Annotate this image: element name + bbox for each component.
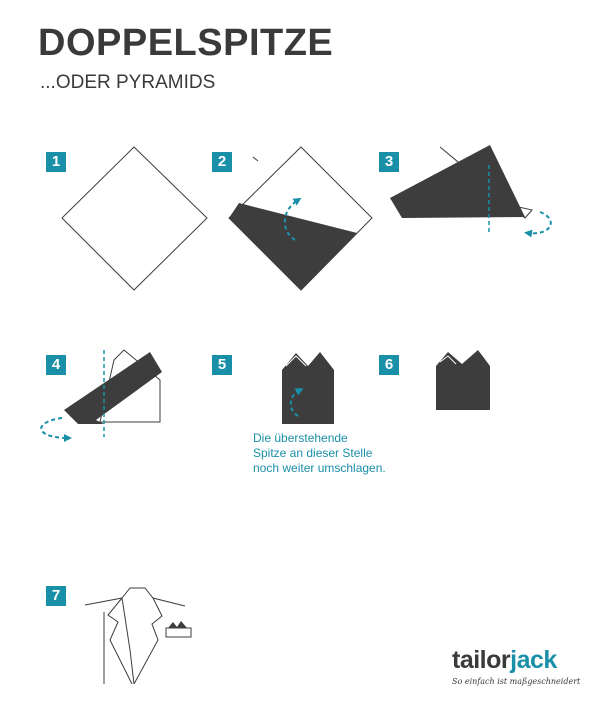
page-title: DOPPELSPITZE	[38, 22, 334, 64]
step-7-jacket	[85, 588, 191, 684]
pocket-square	[168, 621, 187, 628]
note-line-2: Spitze an dieser Stelle	[253, 446, 373, 460]
page-subtitle: ...ODER PYRAMIDS	[40, 72, 216, 93]
step-5-note	[253, 431, 386, 476]
step-5-diagram	[282, 352, 334, 424]
brand-name-part2: jack	[510, 646, 557, 674]
fold-back-arrow	[528, 212, 551, 233]
step-7-badge: 7	[46, 586, 66, 606]
step-3-diagram	[390, 145, 551, 233]
step-5-badge: 5	[212, 355, 232, 375]
step-2-badge: 2	[212, 152, 232, 172]
step-1-badge: 1	[46, 152, 66, 172]
fold-back-arrow	[41, 418, 68, 438]
step-6-diagram	[436, 350, 490, 410]
step-4-badge: 4	[46, 355, 66, 375]
step-1-diagram	[62, 147, 207, 290]
step-6-badge: 6	[379, 355, 399, 375]
step-2-diagram	[229, 147, 372, 290]
note-line-3: noch weiter umschlagen.	[253, 461, 386, 475]
step-3-badge: 3	[379, 152, 399, 172]
brand-tagline: So einfach ist maßgeschneidert	[452, 677, 581, 686]
note-line-1: Die überstehende	[253, 431, 348, 445]
brand-logo	[452, 646, 557, 675]
brand-name-part1: tailor	[452, 646, 511, 674]
step-4-diagram	[41, 350, 162, 438]
